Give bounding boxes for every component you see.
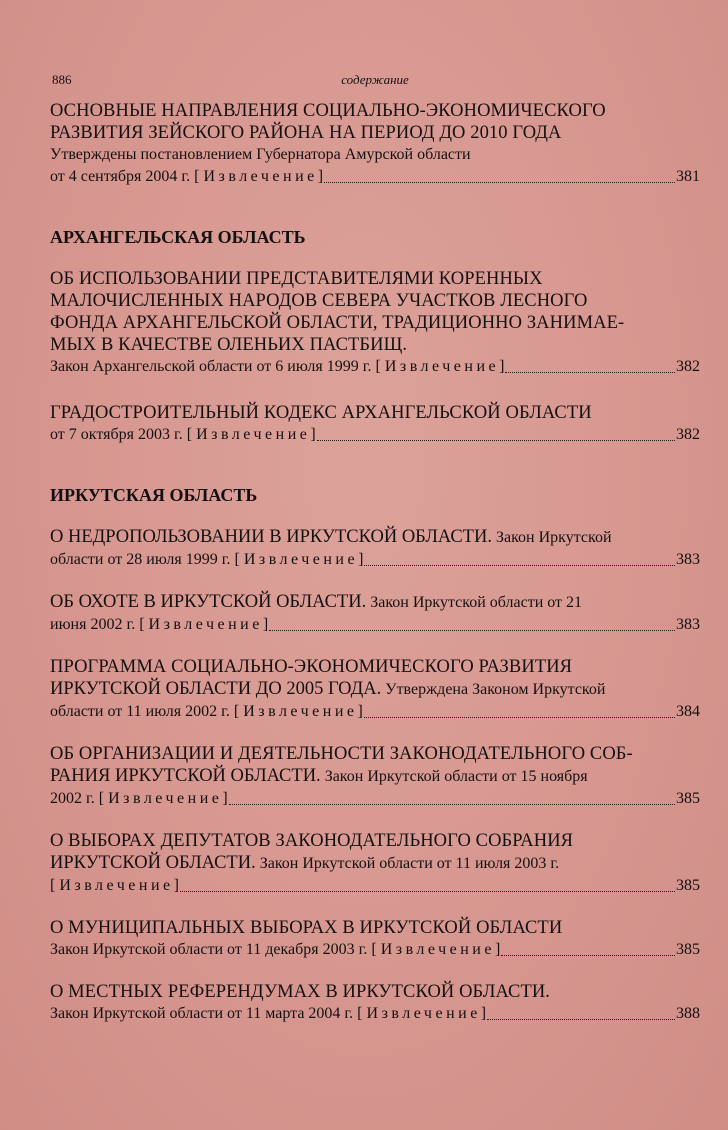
citation-text: области от 28 июля 1999 г. [ xyxy=(50,551,240,568)
entry-citation-line xyxy=(50,701,700,723)
citation-excerpt-label: Извлечение xyxy=(380,941,495,958)
citation-text: Закон Иркутской области от 11 марта 2004 г. [ xyxy=(50,1005,363,1022)
entry-title-line: О МЕСТНЫХ РЕФЕРЕНДУМАХ В ИРКУТСКОЙ ОБЛАСТИ. xyxy=(50,982,551,1002)
toc-entry xyxy=(50,402,700,446)
entry-description: Закон Иркутской области от 15 ноября xyxy=(320,768,588,785)
citation-close: ] xyxy=(499,358,505,375)
dot-leader xyxy=(180,891,675,892)
citation-excerpt-label: Извлечение xyxy=(196,426,311,443)
entry-citation-line xyxy=(50,424,700,446)
entry-page-number: 382 xyxy=(676,426,700,443)
spacer xyxy=(50,378,700,402)
entry-title-line: ГРАДОСТРОИТЕЛЬНЫЙ КОДЕКС АРХАНГЕЛЬСКОЙ ОБЛАСТИ xyxy=(50,403,592,423)
entry-title-line: МАЛОЧИСЛЕННЫХ НАРОДОВ СЕВЕРА УЧАСТКОВ ЛЕСНОГО xyxy=(50,291,588,311)
dot-leader xyxy=(269,630,675,631)
entry-citation-line xyxy=(50,1003,700,1025)
entry-citation-line xyxy=(50,614,700,636)
citation-excerpt-label: Извлечение xyxy=(108,790,223,807)
entry-page-number: 383 xyxy=(676,551,700,568)
entry-title-line: МЫХ В КАЧЕСТВЕ ОЛЕНЬИХ ПАСТБИЩ. xyxy=(50,335,408,355)
spacer xyxy=(50,810,700,830)
entry-title-line: ПРОГРАММА СОЦИАЛЬНО-ЭКОНОМИЧЕСКОГО РАЗВИТИЯ xyxy=(50,657,573,677)
entry-citation-line xyxy=(50,939,700,961)
entry-citation-line xyxy=(50,549,700,571)
toc-entry xyxy=(50,743,700,810)
entry-citation-line xyxy=(50,788,700,810)
entry-page-number: 385 xyxy=(676,941,700,958)
toc-entry xyxy=(50,526,700,571)
dot-leader xyxy=(505,372,675,373)
entry-title: ОБ ОХОТЕ В ИРКУТСКОЙ ОБЛАСТИ. xyxy=(50,592,367,612)
entry-page-number: 383 xyxy=(676,616,700,633)
citation-close: ] xyxy=(357,703,363,720)
entry-title: ИРКУТСКОЙ ОБЛАСТИ ДО 2005 ГОДА. xyxy=(50,679,382,699)
entry-citation-line xyxy=(50,166,700,188)
spacer xyxy=(50,961,700,981)
dot-leader xyxy=(317,440,675,441)
entry-citation-line xyxy=(50,356,700,378)
citation-text: от 7 октября 2003 г. [ xyxy=(50,426,193,443)
spacer xyxy=(50,636,700,656)
entry-page-number: 384 xyxy=(676,703,700,720)
citation-close: ] xyxy=(310,426,316,443)
spacer xyxy=(50,897,700,917)
citation-excerpt-label: Извлечение xyxy=(366,1005,481,1022)
entry-page-number: 385 xyxy=(676,790,700,807)
citation-close: ] xyxy=(358,551,364,568)
dot-leader xyxy=(501,955,675,956)
citation-close: ] xyxy=(262,616,269,633)
toc-entry xyxy=(50,917,700,961)
page-header xyxy=(50,70,700,90)
dot-leader xyxy=(487,1019,675,1020)
entry-page-number: 388 xyxy=(676,1005,700,1022)
entry-title: О НЕДРОПОЛЬЗОВАНИИ В ИРКУТСКОЙ ОБЛАСТИ. xyxy=(50,527,492,547)
entry-description: Утверждена Законом Иркутской xyxy=(381,681,606,698)
spacer xyxy=(50,723,700,743)
dot-leader xyxy=(364,565,675,566)
toc-entry xyxy=(50,656,700,723)
toc-entry xyxy=(50,981,700,1025)
dot-leader xyxy=(364,717,675,718)
entry-title: ИРКУТСКОЙ ОБЛАСТИ. xyxy=(50,853,256,873)
citation-text: июня 2002 г. [ xyxy=(50,616,145,633)
citation-close: ] xyxy=(222,790,228,807)
citation-excerpt-label: Извлечение xyxy=(384,358,500,375)
entry-page-number: 382 xyxy=(676,358,700,375)
entry-title-line: ОСНОВНЫЕ НАПРАВЛЕНИЯ СОЦИАЛЬНО-ЭКОНОМИЧЕСКОГО xyxy=(50,101,606,121)
citation-text: 2002 г. [ xyxy=(50,790,105,807)
citation-text: Закон Иркутской области от 11 декабря 2003 г. [ xyxy=(50,941,377,958)
citation-text: области от 11 июля 2002 г. [ xyxy=(50,703,240,720)
citation-excerpt-label: Извлечение xyxy=(203,168,318,185)
entry-citation-line xyxy=(50,875,700,897)
citation-close: ] xyxy=(317,168,324,185)
page-number: 886 xyxy=(52,72,72,87)
dot-leader xyxy=(229,804,675,805)
entry-title-line: ОБ ИСПОЛЬЗОВАНИИ ПРЕДСТАВИТЕЛЯМИ КОРЕННЫХ xyxy=(50,269,543,289)
entry-description: Закон Иркутской области от 21 xyxy=(366,594,583,611)
entry-title-line: ОБ ОРГАНИЗАЦИИ И ДЕЯТЕЛЬНОСТИ ЗАКОНОДАТЕЛЬНОГО СОБ- xyxy=(50,744,633,764)
citation-text: [ xyxy=(50,877,56,894)
citation-close: ] xyxy=(480,1005,487,1022)
entry-title-line: О ВЫБОРАХ ДЕПУТАТОВ ЗАКОНОДАТЕЛЬНОГО СОБРАНИЯ xyxy=(50,831,574,851)
entry-title-line: ФОНДА АРХАНГЕЛЬСКОЙ ОБЛАСТИ, ТРАДИЦИОННО ЗАНИМАЕ- xyxy=(50,313,625,333)
citation-close: ] xyxy=(173,877,179,894)
region-heading: ИРКУТСКАЯ ОБЛАСТЬ xyxy=(50,485,258,505)
entry-description: Закон Иркутской области от 11 июля 2003 г. xyxy=(255,855,560,872)
table-of-contents xyxy=(50,100,700,1025)
region-heading: АРХАНГЕЛЬСКАЯ ОБЛАСТЬ xyxy=(50,227,306,247)
citation-text: от 4 сентября 2004 г. [ xyxy=(50,168,200,185)
toc-entry xyxy=(50,100,700,188)
entry-title-line: О МУНИЦИПАЛЬНЫХ ВЫБОРАХ В ИРКУТСКОЙ ОБЛАСТИ xyxy=(50,918,563,938)
citation-excerpt-label: Извлечение xyxy=(59,877,174,894)
citation-excerpt-label: Извлечение xyxy=(243,551,359,568)
toc-entry xyxy=(50,830,700,897)
entry-page-number: 385 xyxy=(676,877,700,894)
citation-excerpt-label: Извлечение xyxy=(148,616,263,633)
citation-text: Закон Архангельской области от 6 июля 1999 г. [ xyxy=(50,358,381,375)
entry-title: РАНИЯ ИРКУТСКОЙ ОБЛАСТИ. xyxy=(50,766,321,786)
entry-title-line: РАЗВИТИЯ ЗЕЙСКОГО РАЙОНА НА ПЕРИОД ДО 2010 ГОДА xyxy=(50,123,562,143)
toc-entry xyxy=(50,591,700,636)
citation-excerpt-label: Извлечение xyxy=(243,703,358,720)
entry-description-line: Утверждены постановлением Губернатора Амурской области xyxy=(50,146,471,163)
dot-leader xyxy=(324,182,675,183)
citation-close: ] xyxy=(494,941,501,958)
entry-page-number: 381 xyxy=(676,168,700,185)
entry-description: Закон Иркутской xyxy=(491,529,612,546)
toc-entry xyxy=(50,268,700,378)
running-title: содержание xyxy=(341,72,409,87)
spacer xyxy=(50,571,700,591)
